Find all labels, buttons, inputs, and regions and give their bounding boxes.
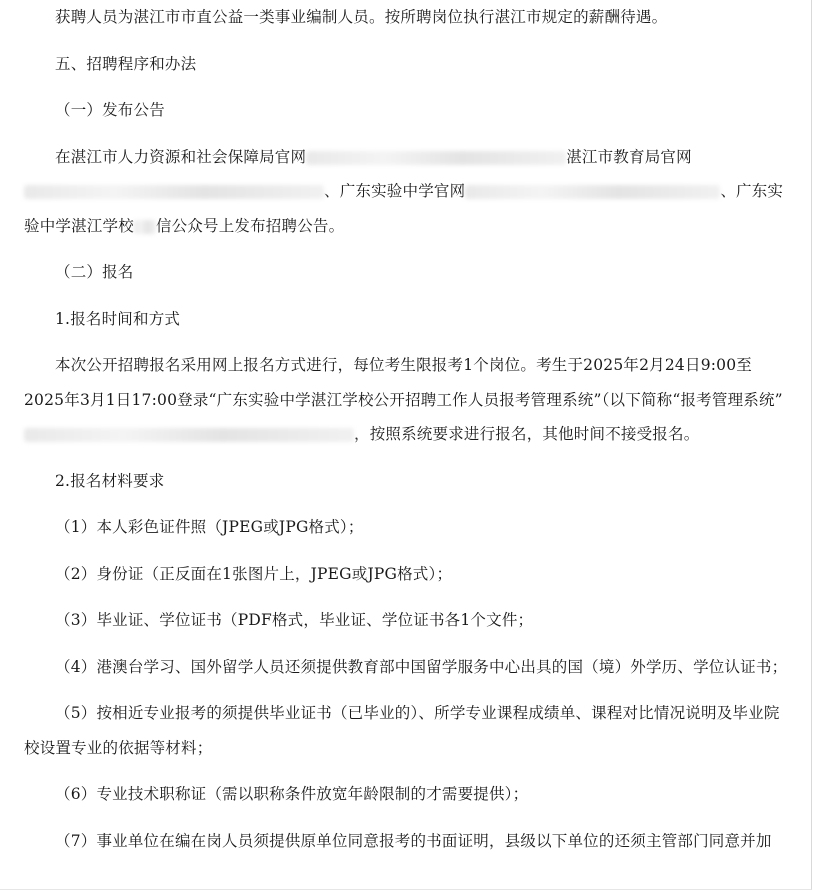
register-paragraph	[24, 348, 790, 452]
redacted-url	[24, 428, 354, 442]
material-item: （1）本人彩色证件照（JPEG或JPG格式）；	[55, 518, 364, 536]
announce-text-2: 湛江市教育局官网	[566, 147, 692, 166]
material-item: （6）专业技术职称证（需以职称条件放宽年龄限制的才需要提供）；	[55, 785, 529, 803]
announce-text-4: 、	[720, 182, 737, 200]
material-item: （4）港澳台学习、国外留学人员还须提供教育部中国留学服务中心出具的国（境）外学历、学位认证书；	[55, 657, 788, 676]
register-text-1: 本次公开招聘报名采用网上报名方式进行，每位考生限报考1个岗位。考生于2025年2月24日9:00至2025年3月1日17:00登录“广东实验中学湛江学校公开招聘工作人员报考管理系统”（以下简称“报考管理系统”	[24, 356, 783, 409]
material-item: （3）毕业证、学位证书（PDF格式，毕业证、学位证书各1个文件；	[55, 611, 534, 629]
material-item: （7）事业单位在编在岗人员须提供原单位同意报考的书面证明，县级以下单位的还须主管部门同意并加	[55, 831, 772, 850]
material-item: （5）按相近专业报考的须提供毕业证书（已毕业的）、所学专业课程成绩单、课程对比情况说明及毕业院校设置专业的依据等材料；	[24, 704, 780, 757]
document-body	[24, 0, 790, 858]
materials-heading: 2.报名材料要求	[55, 471, 165, 490]
announce-text-3: 、广东实验中学官网	[324, 182, 466, 200]
register-text-2: ，按照系统要求进行报名，其他时间不接受报名。	[354, 425, 700, 443]
register-time-heading: 1.报名时间和方式	[55, 309, 181, 328]
announce-paragraph	[24, 140, 790, 244]
register-heading: （二）报名	[55, 263, 134, 281]
announce-text-5: 广东实验中学湛江学校	[24, 182, 784, 235]
redacted-url	[24, 185, 324, 199]
salary-paragraph: 获聘人员为湛江市市直公益一类事业编制人员。按所聘岗位执行湛江市规定的薪酬待遇。	[55, 8, 668, 26]
announce-heading: （一）发布公告	[55, 101, 165, 119]
material-item: （2）身份证（正反面在1张图片上，JPEG或JPG格式）；	[55, 564, 453, 583]
section-5-heading: 五、招聘程序和办法	[55, 54, 197, 73]
announce-text-6: 信公众号上发布招聘公告。	[155, 216, 345, 235]
redacted-url	[465, 185, 720, 199]
redacted-url	[306, 151, 566, 165]
redacted-text	[134, 220, 156, 234]
announce-text-1: 在湛江市人力资源和社会保障局官网	[55, 147, 307, 166]
